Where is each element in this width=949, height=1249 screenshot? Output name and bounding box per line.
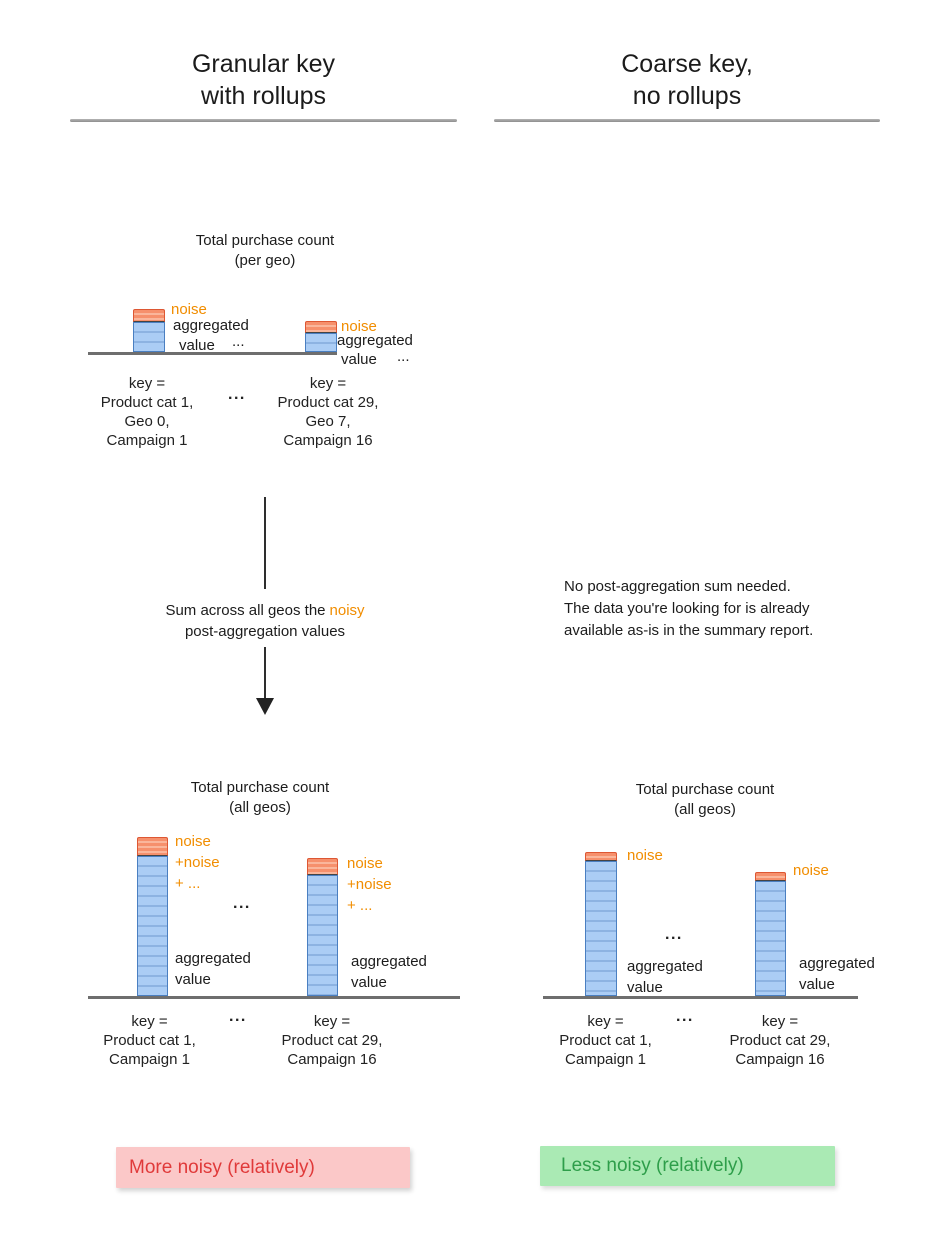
left-column-title-line1: Granular key — [191, 50, 336, 78]
rollup-bar2-agg-line1: aggregated — [351, 953, 427, 970]
rollup-bar1-noise-label — [175, 831, 220, 894]
rollup-key1-line3: Campaign 1 — [109, 1051, 190, 1068]
per-geo-chart-title-line1: Total purchase count — [195, 232, 335, 249]
left-column-title-line2: with rollups — [200, 82, 327, 110]
per-geo-bar2-noise-cap — [305, 321, 337, 333]
coarse-key2-line1: key = — [761, 1013, 799, 1030]
more-noisy-badge: More noisy (relatively) — [116, 1147, 410, 1188]
rollup-keys-ellipsis: ... — [229, 1008, 247, 1025]
coarse-key1-line2: Product cat 1, — [559, 1032, 652, 1049]
rollup-key2 — [252, 1012, 412, 1069]
coarse-mid-ellipsis: ... — [665, 926, 683, 943]
left-column-divider — [70, 119, 457, 122]
rollup-bar2-noise-label — [347, 853, 392, 916]
per-geo-key2-line3: Geo 7, — [305, 413, 351, 430]
rollup-key1-line2: Product cat 1, — [103, 1032, 196, 1049]
per-geo-key2-line1: key = — [309, 375, 347, 392]
rollup-bar2-noise-line3: + ... — [347, 897, 373, 914]
per-geo-chart-title-line2: (per geo) — [234, 252, 296, 269]
arrow-label-text: Sum across all geos the — [165, 602, 326, 619]
per-geo-key1-line3: Geo 0, — [124, 413, 170, 430]
no-sum-note-line3: available as-is in the summary report. — [564, 622, 814, 639]
per-geo-bar1-agg-label-line2: value — [179, 337, 215, 354]
coarse-bar1 — [585, 861, 617, 996]
per-geo-bar1-agg-label-line1: aggregated — [173, 317, 249, 334]
coarse-chart-title — [530, 780, 880, 820]
per-geo-bar2-agg-label-line1: aggregated — [337, 332, 413, 349]
per-geo-bar1-ellipsis: ... — [232, 333, 245, 350]
down-arrow-head-icon — [256, 698, 274, 715]
per-geo-key2-line2: Product cat 29, — [277, 394, 379, 411]
rollup-bar1-noise-line3: + ... — [175, 875, 201, 892]
rollup-key1 — [72, 1012, 227, 1069]
rollup-chart-title-line1: Total purchase count — [190, 779, 330, 796]
per-geo-bar1-noise-cap — [133, 309, 165, 322]
per-geo-bar2 — [305, 333, 337, 352]
per-geo-bar2-noise-label: noise — [341, 318, 377, 335]
rollup-bar2-noise-line2: +noise — [347, 876, 392, 893]
right-column-title-line1: Coarse key, — [621, 50, 753, 78]
coarse-key2-line2: Product cat 29, — [729, 1032, 831, 1049]
per-geo-bar2-ellipsis: ... — [397, 348, 410, 365]
coarse-bar2 — [755, 881, 786, 996]
rollup-bar1 — [137, 856, 168, 996]
coarse-bar1-agg-label — [627, 956, 703, 998]
coarse-key1-line3: Campaign 1 — [565, 1051, 646, 1068]
rollup-key1-line1: key = — [131, 1013, 168, 1030]
per-geo-key2 — [248, 374, 408, 450]
per-geo-chart-title — [90, 231, 440, 271]
rollup-chart-title — [85, 778, 435, 818]
no-sum-note-line2: The data you're looking for is already — [564, 600, 810, 617]
per-geo-key1-line1: key = — [128, 375, 166, 392]
right-column-title — [494, 48, 880, 112]
rollup-mid-ellipsis: ... — [233, 895, 251, 912]
per-geo-key1-line4: Campaign 1 — [106, 432, 188, 449]
arrow-label-noisy: noisy — [329, 602, 365, 619]
coarse-bar1-noise-cap — [585, 852, 617, 861]
rollup-key2-line3: Campaign 16 — [287, 1051, 377, 1068]
arrow-label — [110, 600, 420, 642]
rollup-key2-line1: key = — [313, 1013, 351, 1030]
per-geo-key2-line4: Campaign 16 — [283, 432, 373, 449]
per-geo-key1-line2: Product cat 1, — [100, 394, 194, 411]
coarse-chart-title-line2: (all geos) — [674, 801, 736, 818]
per-geo-bar1 — [133, 322, 165, 352]
coarse-bar2-noise-cap — [755, 872, 786, 881]
coarse-bar2-noise-label: noise — [793, 862, 829, 879]
arrow-label-line2: post-aggregation values — [184, 623, 346, 640]
rollup-bar2-agg-line2: value — [351, 974, 387, 991]
left-column-title — [70, 48, 457, 112]
rollup-bar1-noise-line1: noise — [175, 833, 211, 850]
rollup-bar1-agg-line2: value — [175, 971, 211, 988]
rollup-bar1-noise-line2: +noise — [175, 854, 220, 871]
per-geo-keys-ellipsis: ... — [228, 386, 246, 403]
coarse-key1 — [528, 1012, 683, 1069]
no-sum-note-line1: No post-aggregation sum needed. — [564, 578, 791, 595]
rollup-bar2-noise-line1: noise — [347, 855, 383, 872]
down-arrow-shaft-top — [264, 497, 266, 589]
rollup-bar2-agg-label — [351, 951, 427, 993]
coarse-bar1-agg-line1: aggregated — [627, 958, 703, 975]
rollup-bar2-noise-cap — [307, 858, 338, 875]
rollup-bar2 — [307, 875, 338, 996]
rollup-chart-title-line2: (all geos) — [229, 799, 291, 816]
coarse-key1-line1: key = — [587, 1013, 624, 1030]
coarse-bar2-agg-line1: aggregated — [799, 955, 875, 972]
no-sum-note — [564, 576, 813, 642]
per-geo-bar1-noise-label: noise — [171, 301, 207, 318]
down-arrow-shaft-bottom — [264, 647, 266, 699]
rollup-axis — [88, 996, 460, 999]
coarse-keys-ellipsis: ... — [676, 1008, 694, 1025]
coarse-chart-title-line1: Total purchase count — [635, 781, 775, 798]
coarse-key2-line3: Campaign 16 — [735, 1051, 825, 1068]
rollup-bar1-noise-cap — [137, 837, 168, 856]
coarse-bar2-agg-line2: value — [799, 976, 835, 993]
rollup-bar1-agg-line1: aggregated — [175, 950, 251, 967]
per-geo-key1 — [72, 374, 222, 450]
coarse-bar1-agg-line2: value — [627, 979, 663, 996]
right-column-title-line2: no rollups — [632, 82, 742, 110]
coarse-key2 — [700, 1012, 860, 1069]
right-column-divider — [494, 119, 880, 122]
less-noisy-badge: Less noisy (relatively) — [540, 1146, 835, 1186]
arrow-label-line1 — [110, 600, 420, 621]
rollup-bar1-agg-label — [175, 948, 251, 990]
rollup-key2-line2: Product cat 29, — [281, 1032, 383, 1049]
per-geo-bar2-agg-label-line2: value — [341, 351, 377, 368]
coarse-bar1-noise-label: noise — [627, 847, 663, 864]
coarse-bar2-agg-label — [799, 953, 875, 995]
